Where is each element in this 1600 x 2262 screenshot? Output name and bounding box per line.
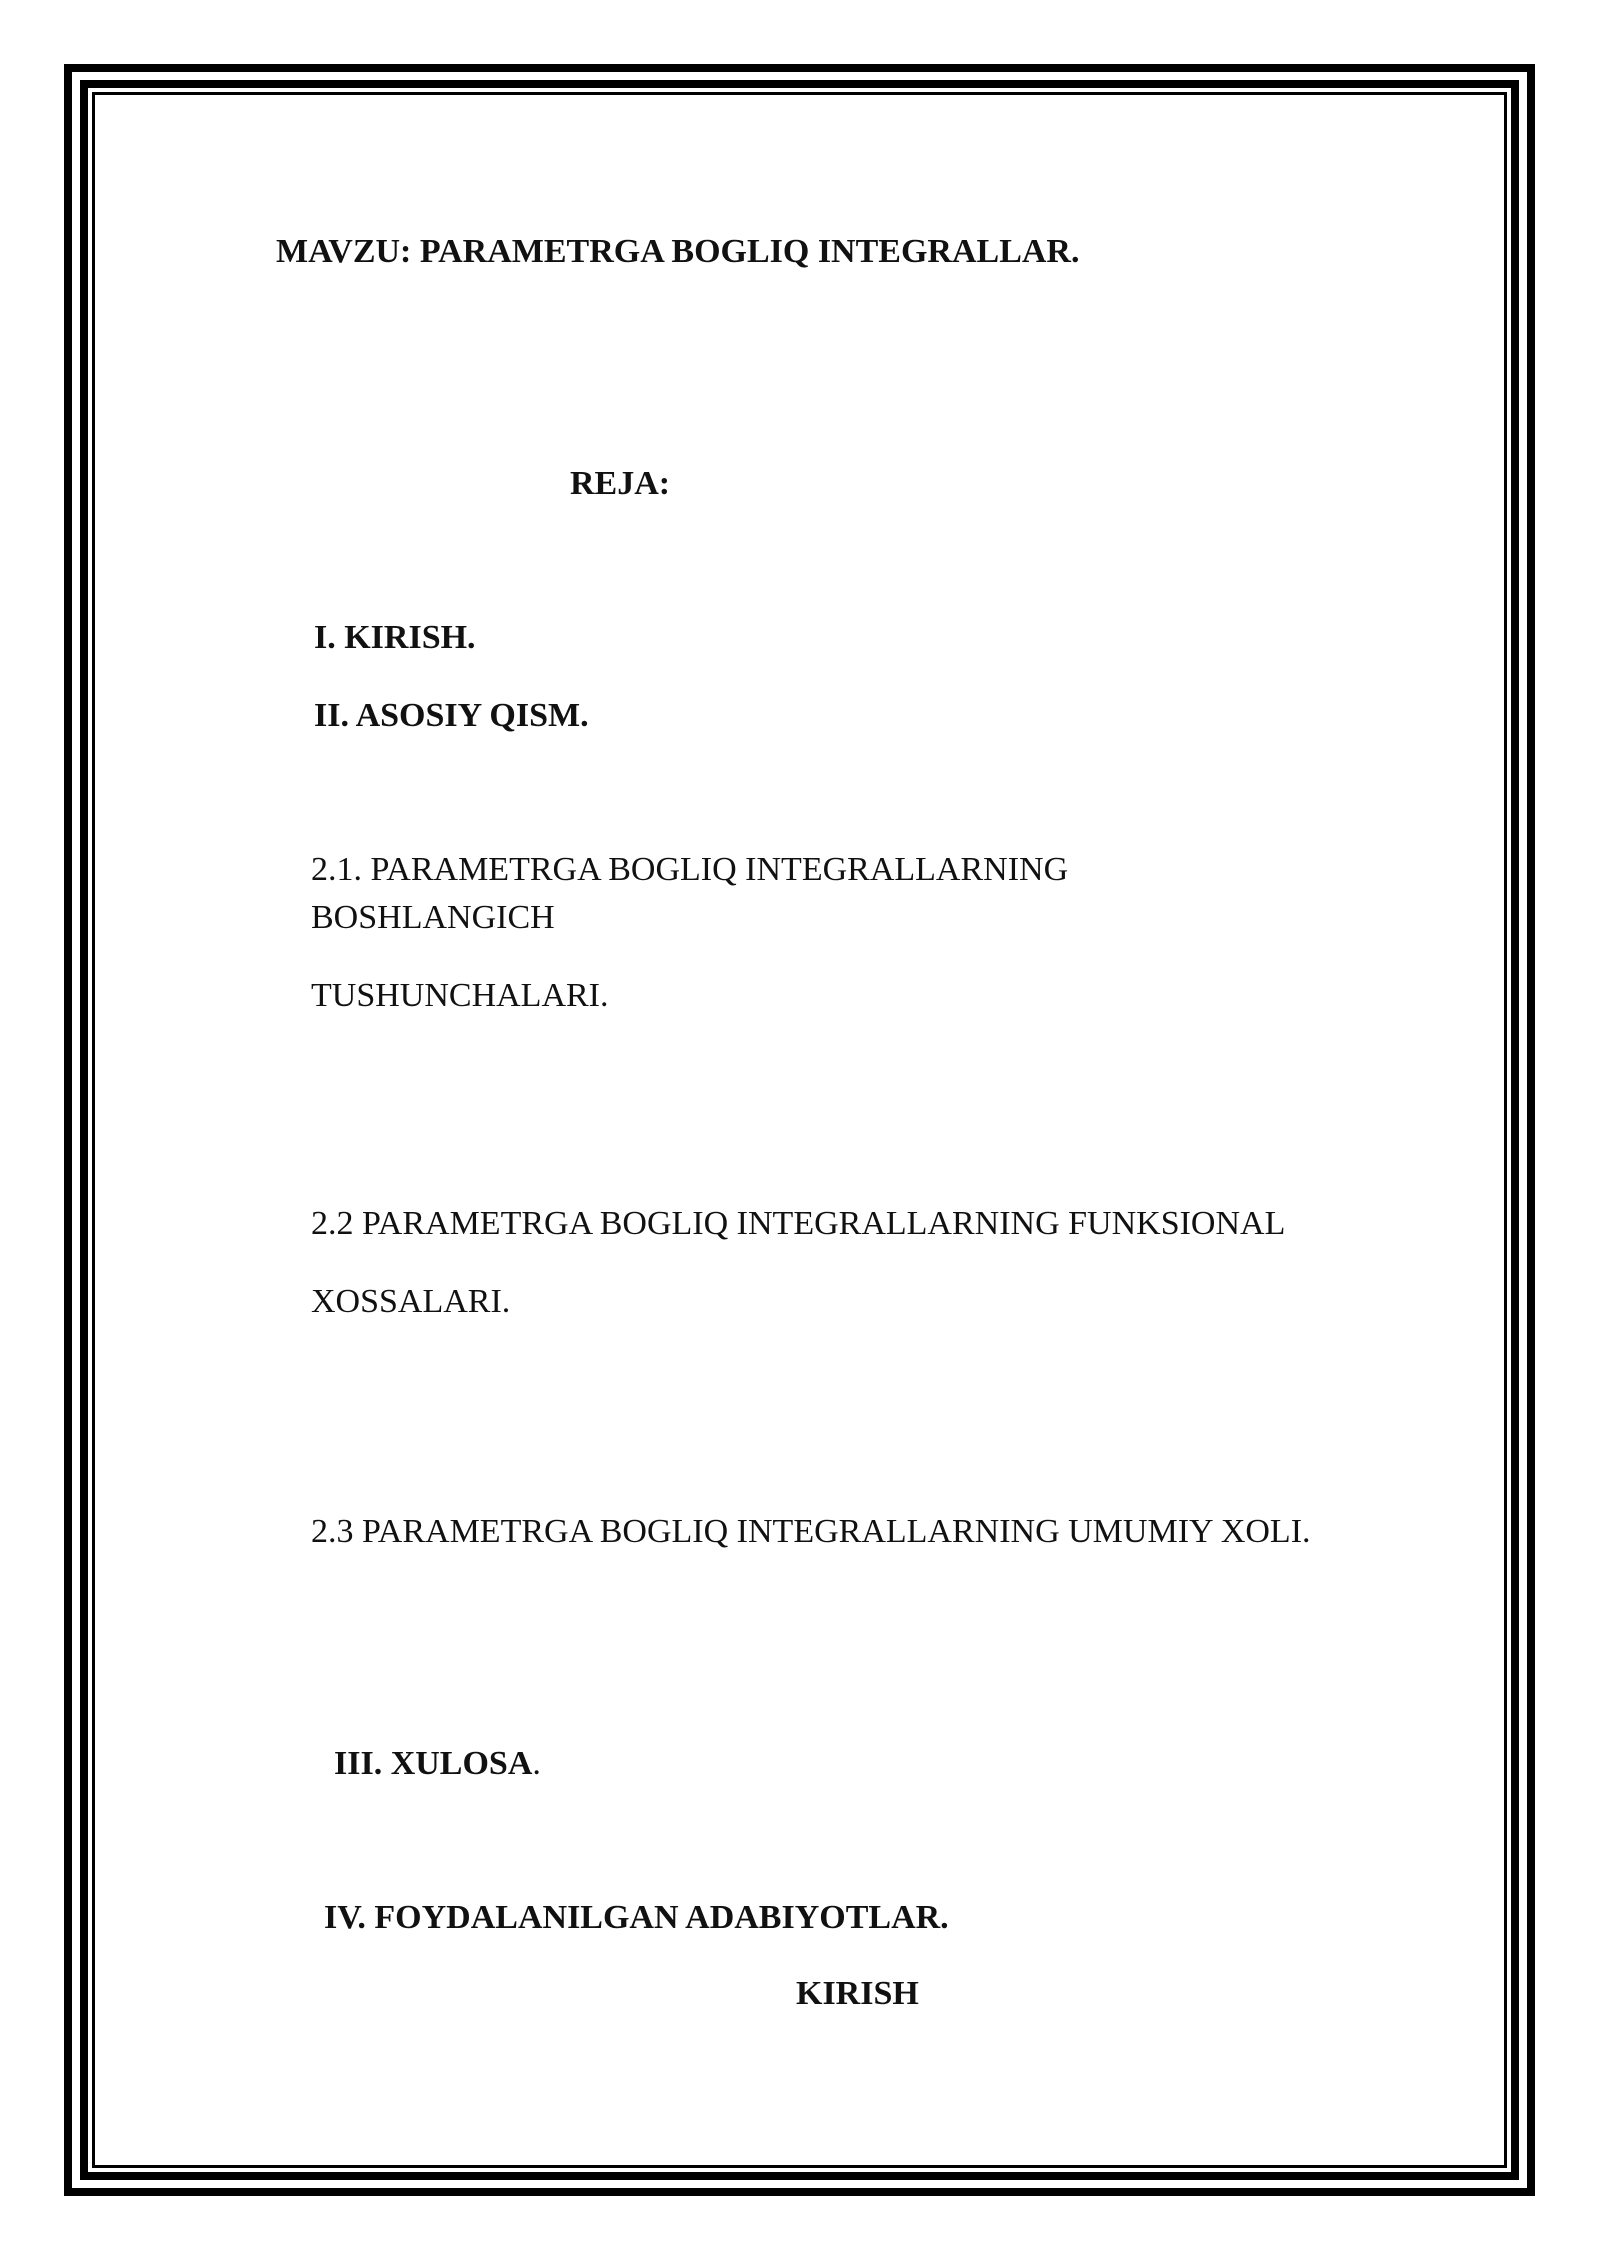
page-border-thin xyxy=(92,92,1507,2168)
plan-item-conclusion-period: . xyxy=(532,1745,541,1782)
plan-item-conclusion-label: III. XULOSA xyxy=(334,1745,533,1782)
plan-subitem-2-2-line-2: XOSSALARI. xyxy=(311,1283,511,1320)
plan-subitem-2-1-line-2: BOSHLANGICH xyxy=(311,899,555,936)
plan-subitem-2-1-line-1: 2.1. PARAMETRGA BOGLIQ INTEGRALLARNING xyxy=(311,851,1069,888)
section-heading-introduction: KIRISH xyxy=(796,1975,919,2012)
plan-item-main-part: II. ASOSIY QISM. xyxy=(314,697,589,734)
plan-item-conclusion xyxy=(334,1744,541,1784)
plan-item-introduction: I. KIRISH. xyxy=(314,619,476,656)
plan-subitem-2-2-line-1: 2.2 PARAMETRGA BOGLIQ INTEGRALLARNING FUNKSIONAL xyxy=(311,1205,1286,1242)
plan-subitem-2-3: 2.3 PARAMETRGA BOGLIQ INTEGRALLARNING UMUMIY XOLI. xyxy=(311,1513,1311,1550)
plan-heading: REJA: xyxy=(570,465,671,502)
document-title: MAVZU: PARAMETRGA BOGLIQ INTEGRALLAR. xyxy=(276,233,1080,270)
plan-subitem-2-1-line-3: TUSHUNCHALARI. xyxy=(311,977,609,1014)
plan-item-references: IV. FOYDALANILGAN ADABIYOTLAR. xyxy=(324,1899,949,1936)
